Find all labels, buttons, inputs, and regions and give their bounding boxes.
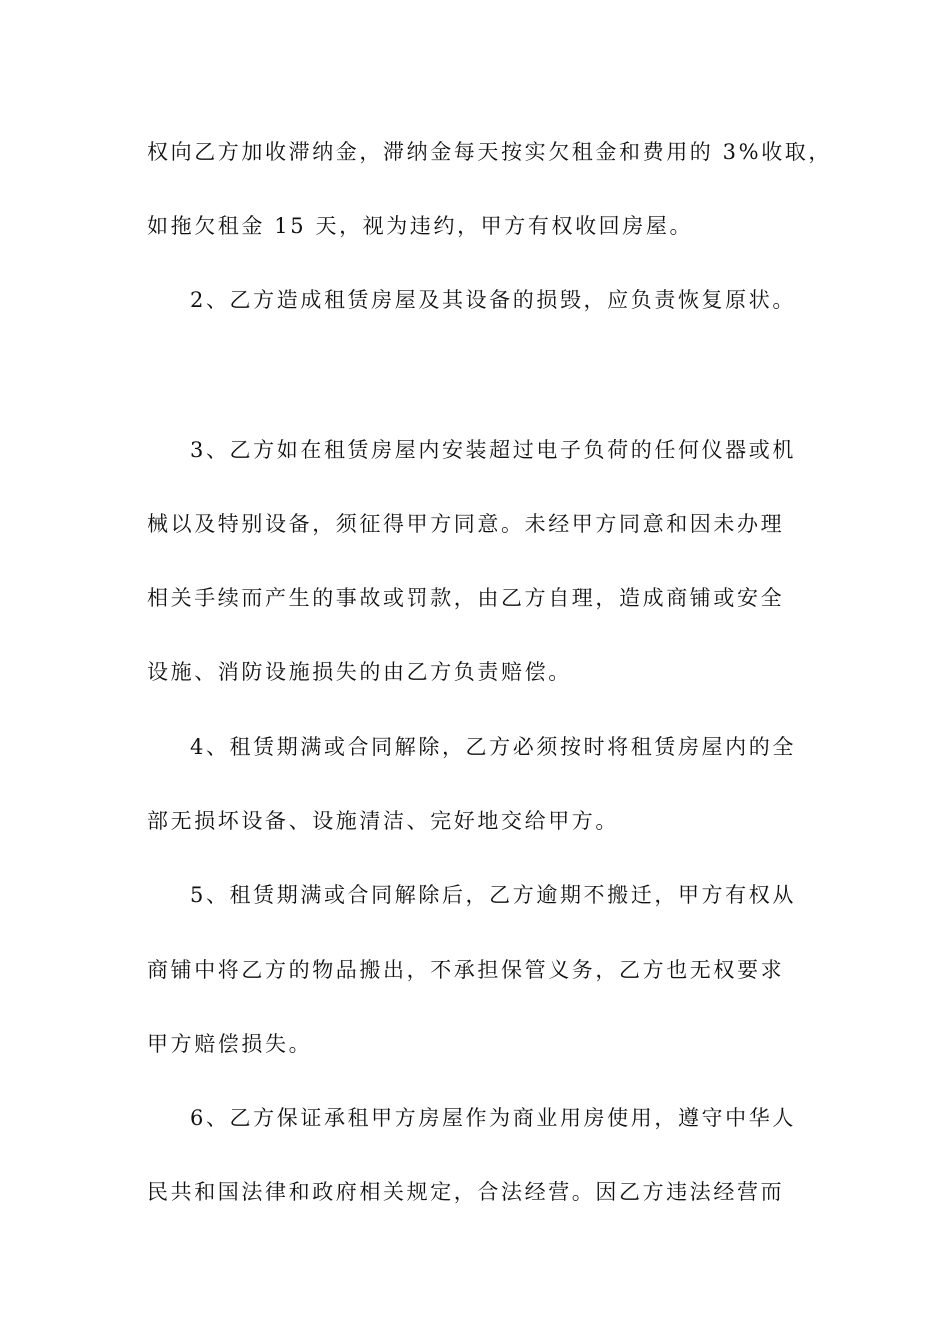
clause-4-line-1: 4、租赁期满或合同解除，乙方必须按时将租赁房屋内的全 bbox=[190, 735, 796, 759]
clause-6-line-2: 民共和国法律和政府相关规定，合法经营。因乙方违法经营而 bbox=[147, 1180, 785, 1204]
clause-3-line-3: 相关手续而产生的事故或罚款，由乙方自理，造成商铺或安全 bbox=[147, 586, 785, 610]
clause-5-line-2: 商铺中将乙方的物品搬出，不承担保管义务，乙方也无权要求 bbox=[147, 958, 785, 982]
text-line-1: 权向乙方加收滞纳金，滞纳金每天按实欠租金和费用的 3%收取， bbox=[147, 140, 832, 164]
text-line-2: 如拖欠租金 15 天，视为违约，甲方有权收回房屋。 bbox=[147, 214, 694, 238]
clause-4-line-2: 部无损坏设备、设施清洁、完好地交给甲方。 bbox=[147, 809, 619, 833]
clause-3-line-2: 械以及特别设备，须征得甲方同意。未经甲方同意和因未办理 bbox=[147, 512, 785, 536]
clause-5-line-3: 甲方赔偿损失。 bbox=[147, 1032, 313, 1056]
clause-2-line-1: 2、乙方造成租赁房屋及其设备的损毁，应负责恢复原状。 bbox=[190, 288, 796, 312]
clause-3-line-1: 3、乙方如在租赁房屋内安装超过电子负荷的任何仪器或机 bbox=[190, 438, 796, 462]
clause-6-line-1: 6、乙方保证承租甲方房屋作为商业用房使用，遵守中华人 bbox=[190, 1106, 796, 1130]
clause-5-line-1: 5、租赁期满或合同解除后，乙方逾期不搬迁，甲方有权从 bbox=[190, 883, 796, 907]
clause-3-line-4: 设施、消防设施损失的由乙方负责赔偿。 bbox=[147, 660, 572, 684]
